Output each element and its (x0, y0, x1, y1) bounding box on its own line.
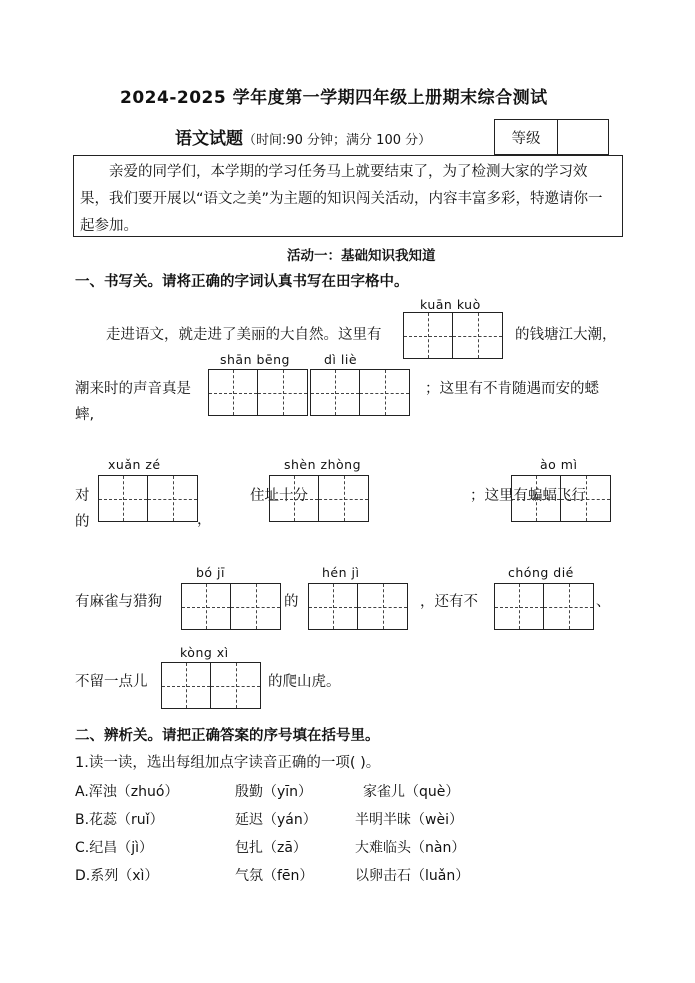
tzg-cell[interactable] (98, 475, 148, 522)
tzg-cell[interactable] (561, 475, 611, 522)
p2-text-cont: 蟀, (75, 407, 95, 423)
intro-text: 亲爱的同学们，本学期的学习任务马上就要结束了，为了检测大家的学习效果，我们要开展以“语文之美”为主题的知识闯关活动，内容丰富多彩，特邀请你一起参加。 (80, 164, 603, 234)
p4-text-haiyou: ，还有不 (420, 594, 478, 610)
tzg-cell[interactable] (453, 312, 503, 359)
pinyin-shanbeng: shān bēng (220, 352, 290, 367)
p3-text-bianfu: ；这里有蝙蝠飞行 (470, 488, 586, 504)
pinyin-xuanze: xuǎn zé (108, 457, 161, 472)
option-c-1: C.纪昌（jì） (75, 840, 154, 856)
p4-text-de: 的 (284, 594, 299, 610)
tzg-cell[interactable] (511, 475, 561, 522)
pinyin-chongdie: chóng dié (508, 565, 574, 580)
tzg-cell[interactable] (544, 583, 594, 630)
question-1: 1.读一读，选出每组加点字读音正确的一项( )。 (75, 755, 381, 771)
p3-text-comma: ， (197, 512, 212, 528)
option-b-3: 半明半昧（wèi） (355, 812, 463, 828)
option-b-1: B.花蕊（ruǐ） (75, 812, 164, 828)
p1-text-before: 走进语文，就走进了美丽的大自然。这里有 (106, 327, 382, 343)
tzg-shenzhong[interactable] (269, 475, 369, 522)
p5-text-pashanhu: 的爬山虎。 (268, 674, 341, 690)
tzg-cell[interactable] (358, 583, 408, 630)
p5-text-buliu: 不留一点儿 (75, 674, 148, 690)
tzg-cell[interactable] (161, 662, 211, 709)
exam-subtitle (175, 124, 431, 149)
p4-text-maque: 有麻雀与猎狗 (75, 594, 162, 610)
pinyin-kuankuo: kuān kuò (420, 297, 481, 312)
tzg-cell[interactable] (181, 583, 231, 630)
tzg-kongxi[interactable] (161, 662, 261, 709)
p3-text-dui: 对 (75, 488, 90, 504)
pinyin-shenzhong: shèn zhòng (284, 457, 362, 472)
grade-label: 等级 (495, 120, 558, 154)
tzg-aomi[interactable] (511, 475, 611, 522)
tzg-cell[interactable] (231, 583, 281, 630)
section2-heading: 二、辨析关。请把正确答案的序号填在括号里。 (75, 728, 380, 744)
tzg-cell[interactable] (269, 475, 319, 522)
tzg-cell[interactable] (258, 369, 308, 416)
option-c-2: 包扎（zā） (235, 840, 307, 856)
grade-box (494, 119, 609, 155)
tzg-cell[interactable] (211, 662, 261, 709)
tzg-cell[interactable] (208, 369, 258, 416)
tzg-xuanze[interactable] (98, 475, 198, 522)
pinyin-dilie: dì liè (324, 352, 358, 367)
tzg-cell[interactable] (494, 583, 544, 630)
option-d-1: D.系列（xì） (75, 868, 159, 884)
intro-box (73, 155, 623, 237)
p2-text-before: 潮来时的声音真是 (75, 381, 191, 397)
option-a-1: A.浑浊（zhuó） (75, 784, 179, 800)
subject-name: 语文试题 (175, 129, 243, 149)
tzg-boji[interactable] (181, 583, 281, 630)
pinyin-henji: hén jì (322, 565, 360, 580)
p4-text-dunhao: 、 (596, 594, 611, 610)
tzg-chongdie[interactable] (494, 583, 594, 630)
p2-text-after: ；这里有不肯随遇而安的蟋 (425, 381, 599, 397)
pinyin-aomi: ào mì (540, 457, 578, 472)
exam-title: 2024-2025 学年度第一学期四年级上册期末综合测试 (120, 88, 548, 108)
tzg-henji[interactable] (308, 583, 408, 630)
option-a-2: 殷勤（yīn） (235, 784, 313, 800)
tzg-shanbeng[interactable] (208, 369, 308, 416)
tzg-cell[interactable] (310, 369, 360, 416)
tzg-cell[interactable] (308, 583, 358, 630)
option-d-3: 以卵击石（luǎn） (355, 868, 470, 884)
option-a-3: 家雀儿（què） (363, 784, 460, 800)
p3-text-zhuzhi: 住址十分 (250, 488, 308, 504)
option-c-3: 大难临头（nàn） (355, 840, 466, 856)
p1-text-after: 的钱塘江大潮， (515, 327, 617, 343)
pinyin-boji: bó jī (196, 565, 226, 580)
tzg-dilie[interactable] (310, 369, 410, 416)
grade-value-field[interactable] (558, 120, 608, 154)
section1-heading: 一、书写关。请将正确的字词认真书写在田字格中。 (75, 274, 409, 290)
option-d-2: 气氛（fēn） (235, 868, 314, 884)
tzg-cell[interactable] (319, 475, 369, 522)
p3-text-de: 的 (75, 514, 90, 530)
tzg-cell[interactable] (148, 475, 198, 522)
pinyin-kongxi: kòng xì (180, 645, 229, 660)
activity1-heading: 活动一：基础知识我知道 (287, 248, 436, 264)
tzg-cell[interactable] (403, 312, 453, 359)
tzg-cell[interactable] (360, 369, 410, 416)
option-b-2: 延迟（yán） (235, 812, 317, 828)
time-score-note: （时间:90 分钟；满分 100 分） (243, 133, 432, 148)
tzg-kuankuo[interactable] (403, 312, 503, 359)
